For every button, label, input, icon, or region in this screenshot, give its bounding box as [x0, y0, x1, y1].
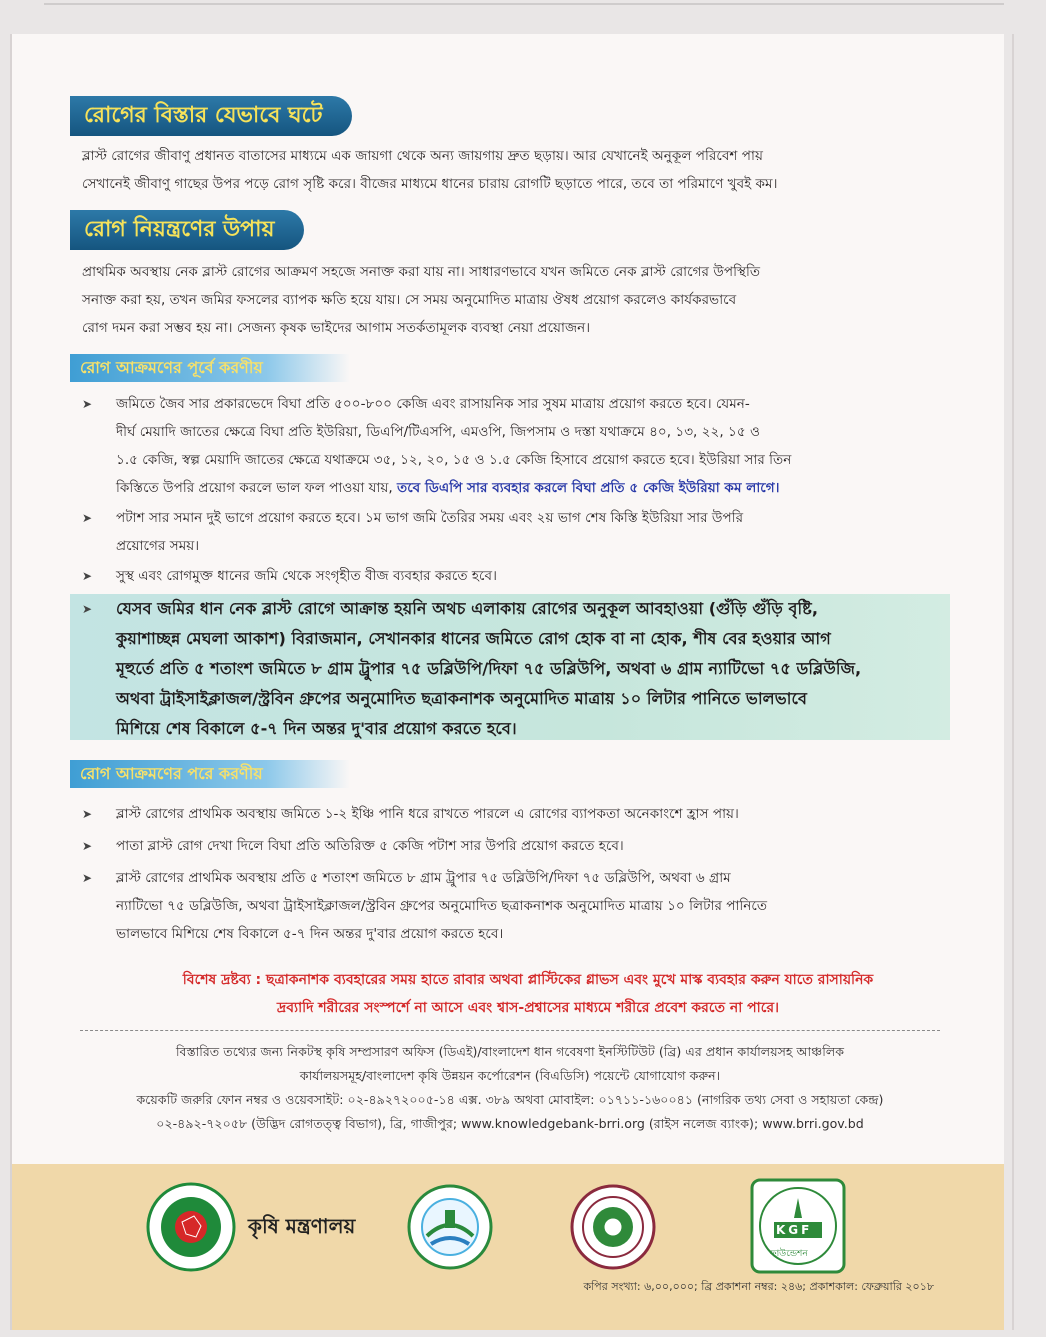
arrow-bullet-icon: ➤ [82, 602, 93, 616]
bullet-after-1 [82, 800, 942, 828]
bullet-before-4 [82, 594, 942, 744]
bullet-line: ন্যাটিভো ৭৫ ডব্লিউজি, অথবা ট্রাইসাইক্লাজল/স্ট্রবিন গ্রুপের অনুমোদিত ছত্রাকনাশক অনুমোদিত মাত্রায় ১০ লিটার পানিতে [116, 898, 768, 914]
arrow-bullet-icon: ➤ [82, 569, 93, 583]
dashed-divider [80, 1030, 940, 1031]
brri-logo-icon [570, 1184, 656, 1270]
bullet-line: ব্লাস্ট রোগের প্রাথমিক অবস্থায় প্রতি ৫ শতাংশ জমিতে ৮ গ্রাম ট্রুপার ৭৫ ডব্লিউপি/দিফা ৭৫ ডব্লিউপি, অথবা ৬ গ্রাম [116, 870, 731, 886]
note-line-1: বিশেষ দ্রষ্টব্য : ছত্রাকনাশক ব্যবহারের সময় হাতে রাবার অথবা প্লাস্টিকের গ্লাভস এবং মুখে মাস্ক ব্যবহার করুন যাতে রাসায়নিক [182, 972, 874, 988]
ministry-name: কৃষি মন্ত্রণালয় [248, 1214, 356, 1238]
bullet-line: পটাশ সার সমান দুই ভাগে প্রয়োগ করতে হবে। ১ম ভাগ জমি তৈরির সময় এবং ২য় ভাগ শেষ কিস্তি ইউরিয়া সার উপরি [116, 510, 744, 526]
bullet-text: ব্লাস্ট রোগের প্রাথমিক অবস্থায় জমিতে ১-২ ইঞ্চি পানি ধরে রাখতে পারলে এ রোগের ব্যাপকতা অনেকাংশে হ্রাস পায়। [116, 806, 739, 822]
footer-line-2: কার্যালয়সমূহ/বাংলাদেশ কৃষি উন্নয়ন কর্পোরেশন (বিএডিসি) পয়েন্টে যোগাযোগ করুন। [299, 1068, 721, 1083]
bullet-line [116, 474, 942, 502]
bullet-after-3 [82, 864, 942, 948]
print-info: কপির সংখ্যা: ৬,০০,০০০; ব্রি প্রকাশনা নম্বর: ২৪৬; প্রকাশকাল: ফেব্রুয়ারি ২০১৮ [583, 1280, 934, 1293]
bullet-text: পাতা ব্লাস্ট রোগ দেখা দিলে বিঘা প্রতি অতিরিক্ত ৫ কেজি পটাশ সার উপরি প্রয়োগ করতে হবে। [116, 838, 624, 854]
government-seal-icon [146, 1182, 236, 1272]
bullet-before-2 [82, 504, 942, 560]
control-line-2: সনাক্ত করা হয়, তখন জমির ফসলের ব্যাপক ক্ষতি হয়ে যায়। সে সময় অনুমোদিত মাত্রায় ঔষধ প্রয়োগ করলেও কার্যকরভাবে [82, 292, 737, 308]
bullet-line: জমিতে জৈব সার প্রকারভেদে বিঘা প্রতি ৫০০-৮০০ কেজি এবং রাসায়নিক সার সুষম মাত্রায় প্রয়োগ করতে হবে। যেমন- [116, 396, 750, 412]
spread-line-1: ব্লাস্ট রোগের জীবাণু প্রধানত বাতাসের মাধ্যমে এক জায়গা থেকে অন্য জায়গায় দ্রুত ছড়ায়। আর যেখানেই অনুকূল পরিবেশ পায় [82, 148, 763, 164]
arrow-bullet-icon: ➤ [82, 511, 93, 525]
arrow-bullet-icon: ➤ [82, 871, 93, 885]
bullet-before-3 [82, 562, 942, 590]
bullet-line: অথবা ট্রাইসাইক্লাজল/স্ট্রবিন গ্রুপের অনুমোদিত ছত্রাকনাশক অনুমোদিত মাত্রায় ১০ লিটার পানিতে ভালভাবে [116, 689, 807, 708]
section-header-control: রোগ নিয়ন্ত্রণের উপায় [70, 210, 304, 250]
bullet-line: কুয়াশাচ্ছন্ন মেঘলা আকাশ) বিরাজমান, সেখানকার ধানের জমিতে রোগ হোক বা না হোক, শীষ বের হওয়ার আগ [116, 629, 831, 648]
bullet-line: দীর্ঘ মেয়াদি জাতের ক্ষেত্রে বিঘা প্রতি ইউরিয়া, ডিএপি/টিএসপি, এমওপি, জিপসাম ও দস্তা যথাক্রমে ৪০, ১৩, ২২, ১৫ ও [116, 424, 760, 440]
leaflet-page [12, 34, 1004, 1330]
control-paragraph [82, 258, 962, 342]
arrow-bullet-icon: ➤ [82, 807, 93, 821]
control-line-3: রোগ দমন করা সম্ভব হয় না। সেজন্য কৃষক ভাইদের আগাম সতর্কতামূলক ব্যবস্থা নেয়া প্রয়োজন। [82, 320, 591, 336]
footer-line-3: কয়েকটি জরুরি ফোন নম্বর ও ওয়েবসাইট: ০২-৪৯২৭২০০৫-১৪ এক্স. ৩৮৯ অথবা মোবাইল: ০১৭১১-১৬০০৪১ (নাগরিক তথ্য সেবা ও সহায়তা কেন্দ্র) [136, 1092, 884, 1107]
bullet-line: ভালভাবে মিশিয়ে শেষ বিকালে ৫-৭ দিন অন্তর দু'বার প্রয়োগ করতে হবে। [116, 926, 504, 942]
bullet-line: প্রয়োগের সময়। [116, 538, 200, 554]
spread-line-2: সেখানেই জীবাণু গাছের উপর পড়ে রোগ সৃষ্টি করে। বীজের মাধ্যমে ধানের চারায় রোগটি ছড়াতে পারে, তবে তা পরিমাণে খুবই কম। [82, 176, 778, 192]
note-line-2: দ্রব্যাদি শরীরের সংস্পর্শে না আসে এবং শ্বাস-প্রশ্বাসের মাধ্যমে শরীরে প্রবেশ করতে না পারে। [276, 1000, 780, 1016]
bullet-after-2 [82, 832, 942, 860]
special-note [112, 966, 944, 1022]
bullet-before-1 [82, 390, 942, 502]
bullet-line: মিশিয়ে শেষ বিকালে ৫-৭ দিন অন্তর দু'বার প্রয়োগ করতে হবে। [116, 719, 517, 738]
kgf-logo-subtext: ফাউন্ডেশন [770, 1249, 808, 1259]
footer-contact [70, 1040, 950, 1136]
arrow-bullet-icon: ➤ [82, 397, 93, 411]
control-line-1: প্রাথমিক অবস্থায় নেক ব্লাস্ট রোগের আক্রমণ সহজে সনাক্ত করা যায় না। সাধারণভাবে যখন জমিতে নেক ব্লাস্ট রোগের উপস্থিতি [82, 264, 761, 280]
subheader-after-attack: রোগ আক্রমণের পরে করণীয় [70, 760, 350, 788]
footer-line-4: ০২-৪৯২-৭২০৫৮ (উদ্ভিদ রোগতত্ত্ব বিভাগ), ব্রি, গাজীপুর; www.knowledgebank-brri.org (রাইস নলেজ ব্যাংক); www.brri.gov.bd [156, 1116, 864, 1131]
bullet-text: কিস্তিতে উপরি প্রয়োগ করলে ভাল ফল পাওয়া যায়, [116, 480, 398, 496]
dae-logo-icon [407, 1184, 493, 1270]
spread-paragraph [82, 142, 962, 198]
subheader-before-attack: রোগ আক্রমণের পূর্বে করণীয় [70, 354, 350, 382]
footer-line-1: বিস্তারিত তথ্যের জন্য নিকটস্থ কৃষি সম্প্রসারণ অফিস (ডিএই)/বাংলাদেশ ধান গবেষণা ইনস্টিটিউট (ব্রি) এর প্রধান কার্যালয়সহ আঞ্চলিক [175, 1044, 845, 1059]
blue-highlight-text: তবে ডিএপি সার ব্যবহার করলে বিঘা প্রতি ৫ কেজি ইউরিয়া কম লাগে। [397, 480, 780, 496]
bullet-line: ১.৫ কেজি, স্বল্প মেয়াদি জাতের ক্ষেত্রে যথাক্রমে ৩৫, ১২, ২০, ১৫ ও ১.৫ কেজি হিসাবে প্রয়োগ করতে হবে। ইউরিয়া সার তিন [116, 452, 792, 468]
kgf-logo-text: KGF [776, 1223, 813, 1237]
bullet-text: সুস্থ এবং রোগমুক্ত ধানের জমি থেকে সংগৃহীত বীজ ব্যবহার করতে হবে। [116, 568, 497, 584]
bullet-line: মূহুর্তে প্রতি ৫ শতাংশ জমিতে ৮ গ্রাম ট্রুপার ৭৫ ডব্লিউপি/দিফা ৭৫ ডব্লিউপি, অথবা ৬ গ্রাম ন্যাটিভো ৭৫ ডব্লিউজি, [116, 659, 862, 678]
arrow-bullet-icon: ➤ [82, 839, 93, 853]
bullet-line: যেসব জমির ধান নেক ব্লাস্ট রোগে আক্রান্ত হয়নি অথচ এলাকায় রোগের অনুকূল আবহাওয়া (গুঁড়ি গুঁড়ি বৃষ্টি, [116, 599, 819, 618]
section-header-spread: রোগের বিস্তার যেভাবে ঘটে [70, 96, 352, 136]
